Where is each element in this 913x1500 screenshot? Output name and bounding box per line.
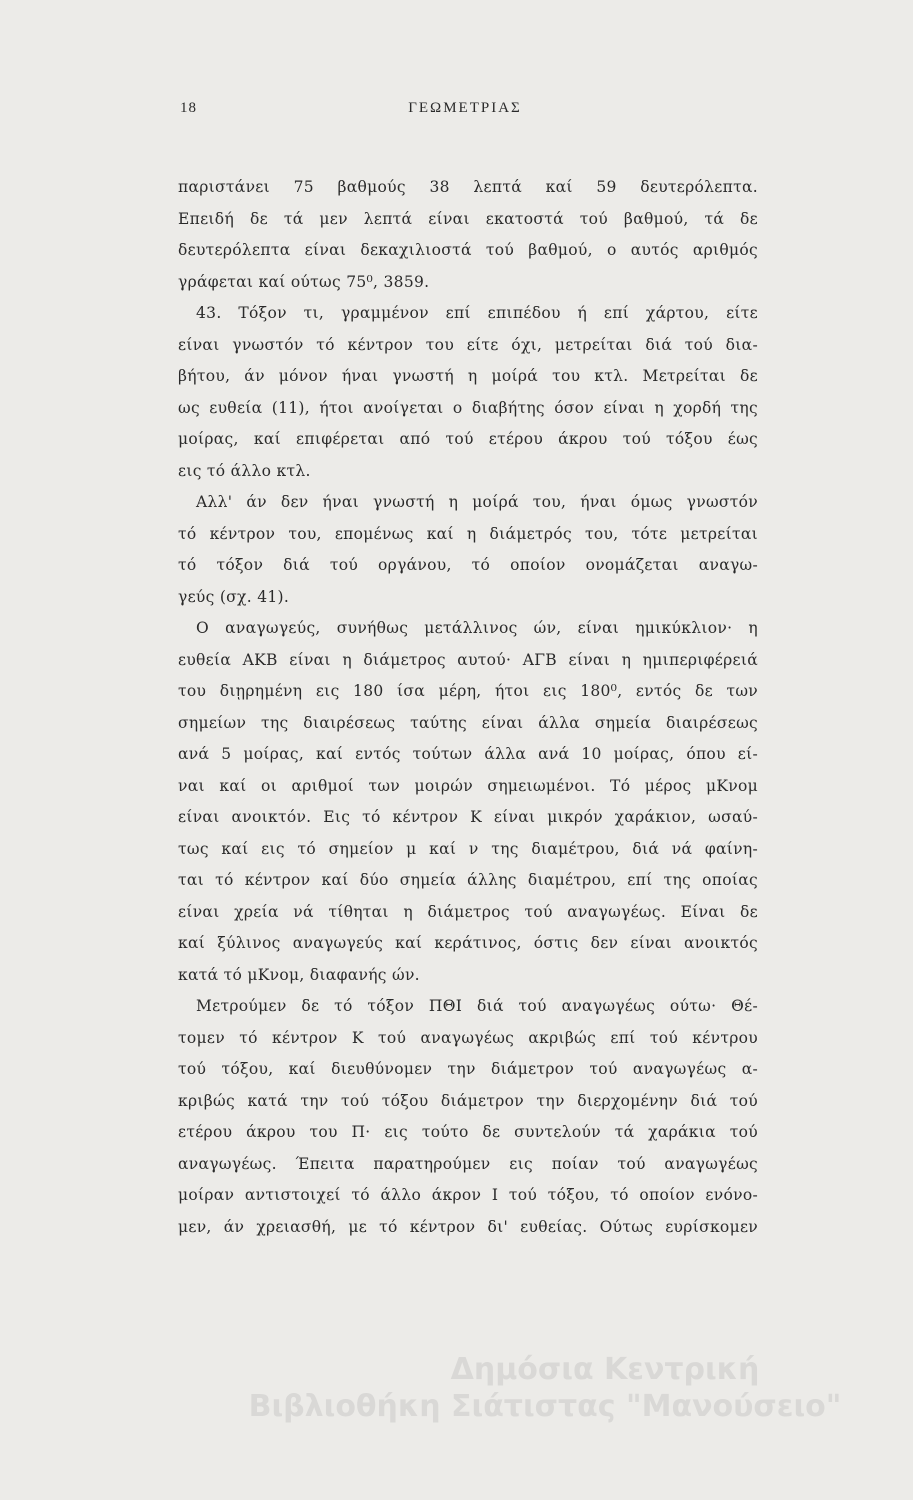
text-line: αναγωγέως. Έπειτα παρατηρούμεν εις ποίαν τού αναγωγέως [178, 1154, 758, 1173]
text-line: Αλλ' άν δεν ήναι γνωστή η μοίρά του, ήναι όμως γνωστόν [196, 493, 758, 511]
text-line: ται τό κέντρον καί δύο σημεία άλλης διαμέτρου, επί της οποίας [178, 871, 758, 889]
text-line: παριστάνει 75 βαθμούς 38 λεπτά καί 59 δευτερόλεπτα. [178, 178, 758, 196]
running-head: ΓΕΩΜΕΤΡΙΑΣ [408, 100, 522, 116]
text-line: είναι χρεία νά τίθηται η διάμετρος τού αναγωγέως. Είναι δε [178, 902, 758, 921]
text-line: κατά τό μΚνομ, διαφανής ών. [178, 965, 420, 984]
text-line: Μετρούμεν δε τό τόξον ΠΘΙ διά τού αναγωγέως ούτω· Θέ- [196, 997, 758, 1015]
text-line: του διῃρημένη εις 180 ίσα μέρη, ήτοι εις 180⁰, εντός δε των [178, 682, 758, 700]
library-watermark [200, 1352, 890, 1424]
watermark-line-2: Βιβλιοθήκη Σιάτιστας "Μανούσειο" [248, 1389, 842, 1424]
text-line: Επειδή δε τά μεν λεπτά είναι εκατοστά τού βαθμού, τά δε [178, 209, 758, 228]
text-line: δευτερόλεπτα είναι δεκαχιλιοστά τού βαθμού, ο αυτός αριθμός [178, 241, 758, 259]
text-line: γράφεται καί ούτως 75⁰, 3859. [178, 272, 430, 291]
text-line: τού τόξου, καί διευθύνομεν την διάμετρον τού αναγωγέως α- [178, 1060, 758, 1078]
page-header [180, 100, 750, 130]
text-line: εις τό άλλο κτλ. [178, 461, 311, 480]
text-line: μεν, άν χρειασθή, με τό κέντρον δι' ευθείας. Ούτως ευρίσκομεν [178, 1217, 758, 1236]
body-text [178, 172, 758, 1243]
text-line: ναι καί οι αριθμοί των μοιρών σημειωμένοι. Τό μέρος μΚνομ [178, 776, 758, 795]
text-line: μοίρας, καί επιφέρεται από τού ετέρου άκρου τού τόξου έως [178, 430, 758, 448]
text-line: ευθεία ΑΚΒ είναι η διάμετρος αυτού· ΑΓΒ είναι η ημιπεριφέρειά [178, 650, 758, 669]
text-line: τό τόξον διά τού οργάνου, τό οποίον ονομάζεται αναγω- [178, 556, 758, 574]
text-line: είναι ανοικτόν. Εις τό κέντρον Κ είναι μικρόν χαράκιον, ωσαύ- [178, 808, 758, 826]
page-number: 18 [180, 100, 197, 116]
text-line: βήτου, άν μόνον ήναι γνωστή η μοίρά του κτλ. Μετρείται δε [178, 367, 758, 385]
text-line: καί ξύλινος αναγωγεύς καί κεράτινος, όστις δεν είναι ανοικτός [178, 934, 758, 952]
text-line: ανά 5 μοίρας, καί εντός τούτων άλλα ανά 10 μοίρας, όπου εί- [178, 745, 758, 763]
text-line: μοίραν αντιστοιχεί τό άλλο άκρον Ι τού τόξου, τό οποίον ενόνο- [178, 1186, 758, 1204]
text-line: ως ευθεία (11), ήτοι ανοίγεται ο διαβήτης όσον είναι η χορδή της [178, 398, 758, 417]
text-line: τως καί εις τό σημείον μ καί ν της διαμέτρου, διά νά φαίνη- [178, 839, 758, 858]
text-line: γεύς (σχ. 41). [178, 587, 290, 606]
text-line: τομεν τό κέντρον Κ τού αναγωγέως ακριβώς επί τού κέντρου [178, 1028, 758, 1047]
text-line: τό κέντρον του, επομένως καί η διάμετρός του, τότε μετρείται [178, 524, 758, 543]
watermark-line-1: Δημόσια Κεντρική [450, 1352, 760, 1387]
text-line: είναι γνωστόν τό κέντρον του είτε όχι, μετρείται διά τού δια- [178, 335, 758, 354]
text-line: 43. Τόξον τι, γραμμένον επί επιπέδου ή επί χάρτου, είτε [196, 304, 758, 322]
text-line: ετέρου άκρου του Π· εις τούτο δε συντελούν τά χαράκια τού [178, 1123, 758, 1141]
text-line: Ο αναγωγεύς, συνήθως μετάλλινος ών, είναι ημικύκλιον· η [196, 619, 758, 637]
text-line: κριβώς κατά την τού τόξου διάμετρον την διερχομένην διά τού [178, 1091, 758, 1110]
text-line: σημείων της διαιρέσεως ταύτης είναι άλλα σημεία διαιρέσεως [178, 713, 758, 732]
